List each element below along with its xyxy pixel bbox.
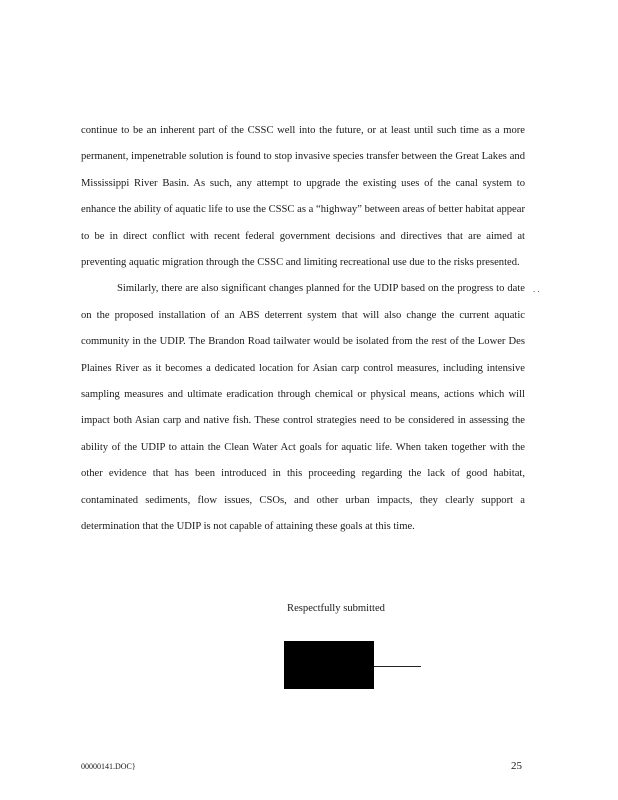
margin-mark: . . xyxy=(533,284,540,294)
signature-line xyxy=(374,666,421,667)
redacted-signature xyxy=(284,641,374,689)
body-text xyxy=(81,118,525,541)
paragraph-1: continue to be an inherent part of the CSSC well into the future, or at least until such time as a more permanent, impenetrable solution is found to stop invasive species transfer between the Great Lakes and Mississippi River Basin. As such, any attempt to upgrade the existing uses of the canal system to enhance the ability of aquatic life to use the CSSC as a “highway” between areas of better habitat appear to be in direct conflict with recent federal government decisions and directives that are aimed at preventing aquatic migration through the CSSC and limiting recreational use due to the risks presented. xyxy=(81,125,525,269)
paragraph-2: Similarly, there are also significant changes planned for the UDIP based on the progress to date on the proposed installation of an ABS deterrent system that will also change the current aquatic community in the UDIP. The Brandon Road tailwater would be isolated from the rest of the Lower Des Plaines River as it becomes a dedicated location for Asian carp control measures, including intensive sampling measures and ultimate eradication through chemical or physical means, actions which will impact both Asian carp and native fish. These control strategies need to be considered in assessing the ability of the UDIP to attain the Clean Water Act goals for aquatic life. When taken together with the other evidence that has been introduced in this proceeding regarding the lack of good habitat, contaminated sediments, flow issues, CSOs, and other urban impacts, they clearly support a determination that the UDIP is not capable of attaining these goals at this time. xyxy=(81,283,525,533)
footer-document-code: 00000141.DOC} xyxy=(81,762,136,771)
page-number: 25 xyxy=(511,760,522,772)
closing-line: Respectfully submitted xyxy=(287,603,385,614)
